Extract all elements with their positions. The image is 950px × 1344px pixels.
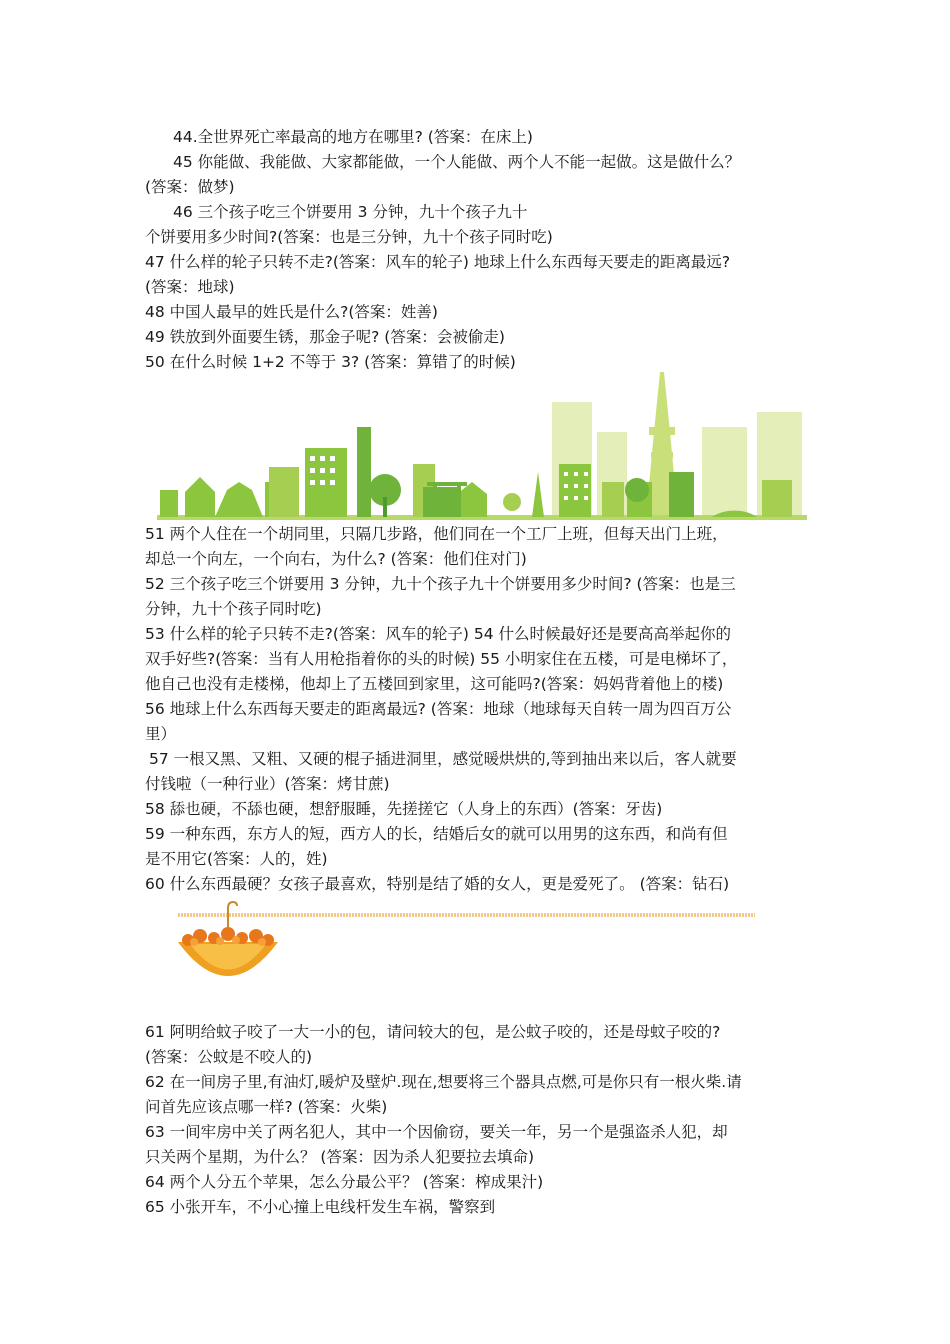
riddle-line: 63 一间牢房中关了两名犯人，其中一个因偷窃，要关一年，另一个是强盗杀人犯，却 xyxy=(145,1123,728,1141)
riddle-line: 是不用它(答案：人的，姓) xyxy=(145,850,328,868)
riddle-line: 双手好些?(答案：当有人用枪指着你的头的时候) 55 小明家住在五楼，可是电梯坏了， xyxy=(145,650,738,668)
riddle-line: 50 在什么时候 1+2 不等于 3? (答案：算错了的时候) xyxy=(145,353,516,371)
riddle-line: 52 三个孩子吃三个饼要用 3 分钟，九十个孩子九十个饼要用多少时间? (答案：也是三 xyxy=(145,575,736,593)
riddle-line: 个饼要用多少时间?(答案：也是三分钟，九十个孩子同时吃) xyxy=(145,228,553,246)
riddle-line: (答案：做梦) xyxy=(145,178,235,196)
riddle-line: 57 一根又黑、又粗、又硬的棍子插进洞里，感觉暖烘烘的,等到抽出来以后，客人就要 xyxy=(149,750,737,768)
riddle-line: 里） xyxy=(145,725,177,743)
riddles-51-60 xyxy=(145,522,810,897)
riddles-61-65 xyxy=(145,1020,810,1220)
riddle-line: 44.全世界死亡率最高的地方在哪里? (答案：在床上) xyxy=(173,128,533,146)
riddle-line: 65 小张开车，不小心撞上电线杆发生车祸，警察到 xyxy=(145,1198,496,1216)
riddle-line: 47 什么样的轮子只转不走?(答案：风车的轮子) 地球上什么东西每天要走的距离最远? xyxy=(145,253,731,271)
riddle-line: 48 中国人最早的姓氏是什么?(答案：姓善) xyxy=(145,303,438,321)
riddle-line: 58 舔也硬，不舔也硬，想舒服睡，先搓搓它（人身上的东西）(答案：牙齿) xyxy=(145,800,663,818)
riddle-line: 问首先应该点哪一样? (答案：火柴) xyxy=(145,1098,388,1116)
riddle-line: 53 什么样的轮子只转不走?(答案：风车的轮子) 54 什么时候最好还是要高高举起你的 xyxy=(145,625,732,643)
riddle-line: (答案：公蚊是不咬人的) xyxy=(145,1048,313,1066)
city-skyline-illustration xyxy=(157,372,807,520)
riddles-44-50 xyxy=(145,125,810,375)
riddle-line: 却总一个向左，一个向右，为什么? (答案：他们住对门) xyxy=(145,550,527,568)
riddle-line: 付钱啦（一种行业）(答案：烤甘蔗) xyxy=(145,775,390,793)
riddle-line: (答案：地球) xyxy=(145,278,235,296)
riddle-line: 只关两个星期，为什么？ (答案：因为杀人犯要拉去填命) xyxy=(145,1148,535,1166)
riddle-line: 64 两个人分五个苹果，怎么分最公平？ (答案：榨成果汁) xyxy=(145,1173,544,1191)
umbrella-divider-illustration xyxy=(170,900,760,990)
riddle-line: 49 铁放到外面要生锈，那金子呢? (答案：会被偷走) xyxy=(145,328,505,346)
riddle-line: 他自己也没有走楼梯，他却上了五楼回到家里，这可能吗?(答案：妈妈背着他上的楼) xyxy=(145,675,724,693)
riddle-line: 60 什么东西最硬？女孩子最喜欢，特别是结了婚的女人，更是爱死了。 (答案：钻石) xyxy=(145,875,730,893)
riddle-line: 62 在一间房子里,有油灯,暖炉及壁炉.现在,想要将三个器具点燃,可是你只有一根火柴.请 xyxy=(145,1073,742,1091)
riddle-line: 45 你能做、我能做、大家都能做，一个人能做、两个人不能一起做。这是做什么？ xyxy=(173,153,741,171)
riddle-line: 56 地球上什么东西每天要走的距离最远? (答案：地球（地球每天自转一周为四百万公 xyxy=(145,700,732,718)
riddle-line: 46 三个孩子吃三个饼要用 3 分钟，九十个孩子九十 xyxy=(173,203,528,221)
riddle-line: 61 阿明给蚊子咬了一大一小的包，请问较大的包，是公蚊子咬的，还是母蚊子咬的? xyxy=(145,1023,721,1041)
riddle-line: 51 两个人住在一个胡同里，只隔几步路，他们同在一个工厂上班，但每天出门上班， xyxy=(145,525,728,543)
riddle-line: 59 一种东西，东方人的短，西方人的长，结婚后女的就可以用男的这东西，和尚有但 xyxy=(145,825,728,843)
riddle-line: 分钟，九十个孩子同时吃) xyxy=(145,600,322,618)
